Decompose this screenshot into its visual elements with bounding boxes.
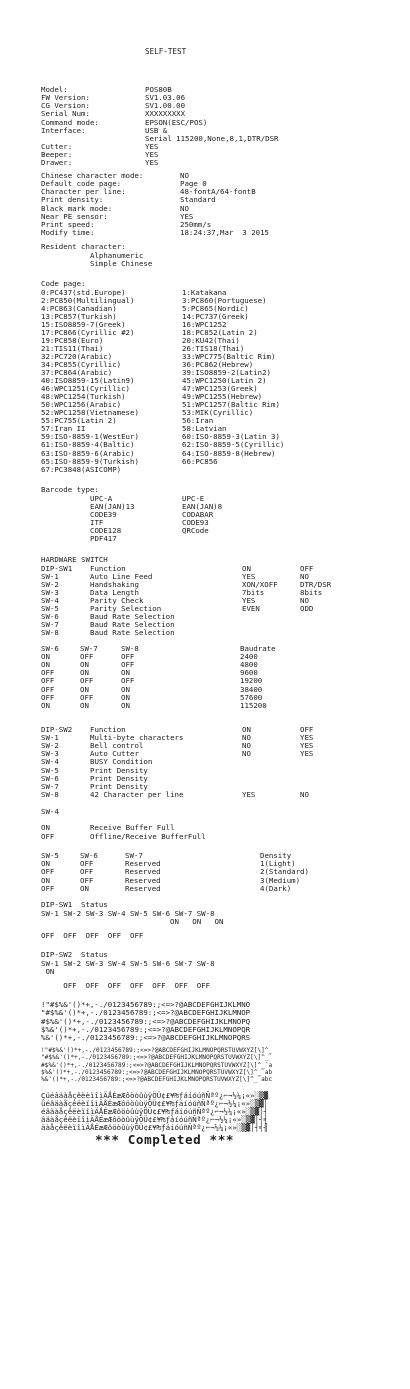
setting-label: Chinese character mode: (41, 171, 144, 180)
switch-row: Bell control (90, 741, 144, 751)
status-off: OFF OFF OFF OFF OFF OFF OFF (41, 981, 211, 990)
resident-item: Simple Chinese (90, 259, 153, 268)
switch-row: Print Density (90, 781, 148, 791)
charset-line: !"#$%&'()*+,-./0123456789:;<=>?@ABCDEFGHIJKLMNO (41, 1000, 251, 1009)
switch-row: YES (242, 571, 256, 581)
switch-header: Function (90, 563, 126, 573)
switch-row: YES (242, 595, 256, 605)
info-label: Model: (41, 85, 68, 94)
charset-line: !"#$%&'()*+,-./0123456789:;<=>?@ABCDEFGHIJKLMNOPQRSTUVWXYZ[\]^_ (41, 1047, 273, 1054)
switch-row: Baud Rate Selection (90, 612, 175, 622)
switch-row: Parity Check (90, 595, 144, 605)
density-cell: ON (41, 875, 50, 885)
code-page-entry: 3:PC860(Portuguese) (182, 295, 267, 305)
baud-cell: ON (80, 668, 89, 678)
charset-line: %&'()*+,-./0123456789:;<=>?@ABCDEFGHIJKLMNOPQRS (41, 1033, 251, 1043)
baud-header: SW-7 (80, 644, 98, 653)
baud-cell: OFF (80, 676, 94, 686)
switch-row: BUSY Condition (90, 757, 153, 767)
density-cell: 3(Medium) (260, 875, 301, 885)
info-label: Interface: (41, 125, 86, 135)
setting-label: Near PE sensor: (41, 211, 108, 221)
buffer-state: ON (41, 823, 50, 832)
code-page-entry: 67:PC3848(ASICOMP) (41, 464, 122, 474)
info-label: Beeper: (41, 150, 73, 160)
completed-banner: *** Completed *** (95, 1132, 235, 1147)
switch-row: 8bits (300, 587, 323, 597)
baud-cell: 115200 (240, 700, 267, 710)
code-page-entry: 4:PC863(Canadian) (41, 303, 117, 313)
section-heading: Code page: (41, 279, 86, 288)
switch-row: Baud Rate Selection (90, 628, 175, 638)
info-label: Command mode: (41, 117, 99, 127)
density-cell: Reserved (125, 859, 161, 869)
code-page-entry: 65:ISO-8859-9(Turkish) (41, 456, 139, 466)
barcode-type: CODE93 (182, 517, 209, 527)
setting-value: 48-fontA/64-fontB (180, 187, 256, 197)
charset-line: ÇüéâäàåçêëèïîìÄÅÉæÆôöòûùÿÖÜ¢£¥₧ƒáíóúñÑªº¿⌐¬½¼¡«»░▒▓ (41, 1091, 268, 1100)
charset-line: $%&'()*+,-./0123456789:;<=>?@ABCDEFGHIJKLMNOPQRSTUVWXYZ[\]^_`ab (41, 1068, 273, 1076)
switch-row: YES (300, 741, 314, 751)
info-value: XXXXXXXXX (145, 109, 186, 119)
setting-label: Print speed: (41, 219, 95, 229)
switch-row: SW-5 (41, 604, 59, 613)
info-label: Drawer: (41, 158, 73, 168)
buffer-state: OFF (41, 831, 55, 841)
baud-cell: ON (41, 652, 50, 662)
switch-row: YES (242, 789, 256, 799)
code-page-entry: 16:WPC1252 (182, 319, 227, 329)
baud-cell: 19200 (240, 676, 263, 686)
info-value: Serial 115200,None,8,1,DTR/DSR (145, 133, 279, 143)
switch-row: SW-4 (41, 757, 59, 767)
code-page-entry: 32:PC720(Arabic) (41, 351, 113, 361)
baud-cell: OFF (41, 692, 55, 702)
info-label: Serial Num: (41, 109, 90, 119)
status-on: ON (41, 967, 55, 976)
code-page-entry: 15:ISO8859-7(Greek) (41, 319, 126, 329)
barcode-type: CODABAR (182, 509, 214, 519)
switch-row: EVEN (242, 604, 260, 613)
code-page-entry: 53:MIK(Cyrillic) (182, 408, 254, 418)
baud-cell: ON (121, 692, 130, 702)
code-page-entry: 58:Latvian (182, 424, 227, 434)
code-page-entry: 20:KU42(Thai) (182, 335, 240, 345)
info-label: CG Version: (41, 101, 90, 111)
page-title: SELF-TEST (145, 47, 187, 56)
switch-row: NO (300, 789, 309, 799)
setting-label: Modify time: (41, 228, 95, 238)
baud-cell: 57600 (240, 692, 263, 702)
switch-row: NO (300, 571, 309, 581)
code-page-entry: 62:ISO-8859-5(Cyrillic) (182, 440, 285, 450)
resident-item: Alphanumeric (90, 250, 144, 260)
switch-row: 7bits (242, 587, 265, 597)
code-page-entry: 0:PC437(std.Europe) (41, 287, 126, 297)
info-value: SV1.00.00 (145, 101, 186, 111)
switch-header: ON (242, 563, 251, 573)
code-page-entry: 47:WPC1253(Greek) (182, 384, 258, 394)
baud-cell: ON (41, 660, 50, 670)
code-page-entry: 64:ISO-8859-8(Hebrew) (182, 448, 276, 458)
info-label: Cutter: (41, 142, 73, 152)
baud-cell: 2400 (240, 652, 258, 662)
switch-row: SW-3 (41, 749, 59, 759)
setting-label: Character per line: (41, 187, 126, 197)
switch-row: Handshaking (90, 579, 139, 589)
switch-row: NO (242, 733, 251, 743)
switch-row: SW-1 (41, 571, 59, 581)
code-page-entry: 60:ISO-8859-3(Latin 3) (182, 432, 280, 442)
code-page-entry: 2:PC850(Multilingual) (41, 295, 135, 305)
code-page-entry: 21:TIS11(Thai) (41, 343, 104, 353)
density-header: SW-7 (125, 851, 143, 860)
code-page-entry: 13:PC857(Turkish) (41, 311, 117, 321)
density-cell: Reserved (125, 867, 161, 877)
barcode-type: QRCode (182, 525, 209, 535)
code-page-entry: 17:PC866(Cyrillic #2) (41, 327, 135, 337)
switch-row: Auto Line Feed (90, 571, 153, 581)
code-page-entry: 1:Katakana (182, 287, 227, 297)
baud-header: SW-8 (121, 644, 139, 653)
setting-value: NO (180, 203, 189, 213)
code-page-entry: 55:PC755(Latin 2) (41, 416, 117, 426)
switch-header: OFF (300, 725, 314, 734)
density-cell: OFF (41, 883, 55, 893)
barcode-type: UPC-A (90, 493, 113, 503)
baud-header: Baudrate (240, 644, 276, 653)
code-page-entry: 56:Iran (182, 416, 214, 426)
setting-label: Default code page: (41, 179, 122, 189)
code-page-entry: 49:WPC1255(Hebrew) (182, 392, 263, 402)
switch-row: Print Density (90, 773, 148, 783)
charset-line: %&'()*+,-./0123456789:;<=>?@ABCDEFGHIJKLMNOPQRSTUVWXYZ[\]^_`abc (41, 1076, 273, 1084)
switch-row: SW-8 (41, 789, 59, 799)
switch-row: SW-6 (41, 773, 59, 783)
code-page-entry: 14:PC737(Greek) (182, 311, 249, 321)
switch-row: XON/XOFF (242, 579, 278, 589)
info-value: YES (145, 150, 159, 160)
switch-row: DTR/DSR (300, 579, 332, 589)
code-page-entry: 18:PC852(Latin 2) (182, 327, 258, 337)
status-header: SW-1 SW-2 SW-3 SW-4 SW-5 SW-6 SW-7 SW-8 (41, 958, 215, 968)
charset-line: "#$%&'()*+,-./0123456789:;<=>?@ABCDEFGHIJKLMNOP (41, 1008, 251, 1018)
info-value: POS80B (145, 85, 172, 94)
switch-row: SW-7 (41, 781, 59, 791)
baud-cell: 38400 (240, 684, 263, 694)
switch-row: SW-8 (41, 628, 59, 638)
switch-row: Multi-byte characters (90, 733, 184, 743)
density-cell: 1(Light) (260, 859, 296, 869)
switch-row: Auto Cutter (90, 749, 139, 759)
code-page-entry: 45:WPC1250(Latin 2) (182, 376, 267, 386)
barcode-type: ITF (90, 517, 104, 527)
section-heading: Barcode type: (41, 485, 99, 494)
baud-cell: OFF (41, 668, 55, 678)
baud-cell: ON (41, 700, 50, 710)
charset-line: âäàåçêëèïîìÄÅÉæÆôöòûùÿÖÜ¢£¥₧ƒáíóúñÑªº¿⌐¬½¼¡«»░▒▓│┤╡ (41, 1115, 268, 1124)
baud-header: SW-6 (41, 644, 59, 653)
switch-row: SW-3 (41, 587, 59, 597)
switch-row: SW-5 (41, 765, 59, 775)
baud-cell: ON (121, 700, 130, 710)
setting-value: YES (180, 211, 194, 221)
baud-cell: OFF (41, 676, 55, 686)
barcode-type: CODE128 (90, 525, 122, 535)
density-cell: 4(Dark) (260, 883, 292, 893)
switch-row: ODD (300, 604, 314, 613)
density-cell: OFF (80, 867, 94, 877)
switch-row: NO (242, 741, 251, 751)
density-header: SW-5 (41, 851, 59, 860)
code-page-entry: 46:WPC1251(Cyrillic) (41, 384, 130, 394)
switch-row: SW-6 (41, 612, 59, 622)
code-page-entry: 63:ISO-8859-6(Arabic) (41, 448, 135, 458)
setting-value: 18:24:37,Mar 3 2015 (180, 228, 269, 238)
barcode-type: EAN(JAN)13 (90, 501, 135, 511)
switch-row: YES (300, 733, 314, 743)
info-label: FW Version: (41, 93, 90, 103)
code-page-entry: 19:PC858(Euro) (41, 335, 104, 345)
baud-cell: ON (80, 660, 89, 670)
status-on: ON ON ON (41, 917, 224, 926)
switch-row: SW-4 (41, 595, 59, 605)
code-page-entry: 48:WPC1254(Turkish) (41, 392, 126, 402)
baud-cell: OFF (41, 684, 55, 694)
barcode-type: EAN(JAN)8 (182, 501, 223, 511)
switch-row: YES (300, 749, 314, 759)
code-page-entry: 26:TIS18(Thai) (182, 343, 245, 353)
setting-label: Black mark mode: (41, 203, 113, 213)
switch-header: ON (242, 725, 251, 734)
switch-row: 42 Character per line (90, 789, 184, 799)
switch-row: NO (300, 595, 309, 605)
buffer-desc: Receive Buffer Full (90, 823, 175, 832)
status-header: SW-1 SW-2 SW-3 SW-4 SW-5 SW-6 SW-7 SW-8 (41, 908, 215, 918)
buffer-desc: Offline/Receive BufferFull (90, 831, 206, 841)
code-page-entry: 59:ISO-8859-1(WestEur) (41, 432, 139, 442)
status-off: OFF OFF OFF OFF OFF (41, 931, 144, 940)
baud-cell: 4800 (240, 660, 258, 670)
baud-cell: ON (80, 700, 89, 710)
info-value: SV1.03.06 (145, 93, 186, 103)
status-heading: DIP-SW2 Status (41, 950, 108, 959)
density-header: Density (260, 851, 292, 860)
code-page-entry: 37:PC864(Arabic) (41, 368, 113, 377)
code-page-entry: 52:WPC1258(Vietnamese) (41, 408, 139, 418)
code-page-entry: 5:PC865(Nordic) (182, 303, 249, 313)
switch-row: NO (242, 749, 251, 759)
switch-row: SW-2 (41, 579, 59, 589)
code-page-entry: 40:ISO8859-15(Latin9) (41, 376, 135, 386)
setting-value: Standard (180, 195, 216, 205)
setting-label: Print density: (41, 195, 104, 205)
switch-row: Parity Selection (90, 604, 162, 613)
code-page-entry: 34:PC855(Cyrillic) (41, 359, 122, 369)
status-heading: DIP-SW1 Status (41, 900, 108, 909)
density-cell: OFF (41, 867, 55, 877)
barcode-type: CODE39 (90, 509, 117, 519)
charset-line: "#$%&'()*+,-./0123456789:;<=>?@ABCDEFGHIJKLMNOPQRSTUVWXYZ[\]^_` (41, 1054, 273, 1062)
code-page-entry: 50:WPC1256(Arabic) (41, 400, 122, 410)
info-value: YES (145, 158, 159, 168)
info-value: EPSON(ESC/POS) (145, 117, 208, 127)
density-cell: ON (41, 859, 50, 869)
baud-cell: ON (121, 684, 130, 694)
charset-line: #$%&'()*+,-./0123456789:;<=>?@ABCDEFGHIJKLMNOPQ (41, 1016, 251, 1026)
switch-row: SW-2 (41, 741, 59, 751)
baud-cell: ON (121, 668, 130, 678)
info-value: YES (145, 142, 159, 152)
code-page-entry: 66:PC856 (182, 456, 218, 466)
switch-row: Data Length (90, 587, 139, 597)
charset-line: äàåçêëèïîìÄÅÉæÆôöòûùÿÖÜ¢£¥₧ƒáíóúñÑªº¿⌐¬½¼¡«»░▒▓│┤╡╢ (41, 1123, 268, 1132)
switch-header: OFF (300, 563, 314, 573)
density-header: SW-6 (80, 851, 98, 860)
baud-cell: ON (80, 684, 89, 694)
code-page-entry: 33:WPC775(Baltic Rim) (182, 351, 276, 361)
density-cell: Reserved (125, 883, 161, 893)
density-cell: OFF (80, 875, 94, 885)
charset-line: #$%&'()*+,-./0123456789:;<=>?@ABCDEFGHIJKLMNOPQRSTUVWXYZ[\]^_`a (41, 1061, 273, 1069)
code-page-entry: 39:ISO8859-2(Latin2) (182, 368, 271, 377)
section-heading: SW-4 (41, 807, 59, 816)
baud-cell: OFF (121, 676, 135, 686)
barcode-type: UPC-E (182, 493, 205, 503)
charset-line: éâäàåçêëèïîìÄÅÉæÆôöòûùÿÖÜ¢£¥₧ƒáíóúñÑªº¿⌐¬½¼¡«»░▒▓│┤ (41, 1107, 268, 1116)
baud-cell: OFF (80, 692, 94, 702)
info-value: USB & (145, 125, 168, 135)
switch-row: SW-7 (41, 620, 59, 630)
barcode-type: PDF417 (90, 534, 117, 543)
code-page-entry: 57:Iran II (41, 424, 86, 434)
baud-cell: OFF (80, 652, 94, 662)
switch-row: Print Density (90, 765, 148, 775)
switch-header: DIP-SW2 (41, 725, 73, 734)
charset-line: üéâäàåçêëèïîìÄÅÉæÆôöòûùÿÖÜ¢£¥₧ƒáíóúñÑªº¿⌐¬½¼¡«»░▒▓│ (41, 1099, 268, 1108)
density-cell: OFF (80, 859, 94, 869)
code-page-entry: 36:PC862(Hebrew) (182, 359, 254, 369)
baud-cell: 9600 (240, 668, 258, 678)
setting-value: NO (180, 171, 189, 180)
density-cell: Reserved (125, 875, 161, 885)
charset-line: $%&'()*+,-./0123456789:;<=>?@ABCDEFGHIJKLMNOPQR (41, 1024, 251, 1034)
code-page-entry: 51:WPC1257(Baltic Rim) (182, 400, 280, 410)
switch-header: Function (90, 725, 126, 734)
switch-header: DIP-SW1 (41, 563, 73, 573)
switch-row: SW-1 (41, 733, 59, 743)
section-heading: HARDWARE SWITCH (41, 555, 108, 564)
density-cell: ON (80, 883, 89, 893)
code-page-entry: 61:ISO-8859-4(Baltic) (41, 440, 135, 450)
density-cell: 2(Standard) (260, 867, 309, 877)
switch-row: Baud Rate Selection (90, 620, 175, 630)
baud-cell: OFF (121, 660, 135, 670)
baud-cell: OFF (121, 652, 135, 662)
setting-value: 250mm/s (180, 219, 212, 229)
setting-value: Page 0 (180, 179, 207, 189)
section-heading: Resident character: (41, 242, 126, 251)
